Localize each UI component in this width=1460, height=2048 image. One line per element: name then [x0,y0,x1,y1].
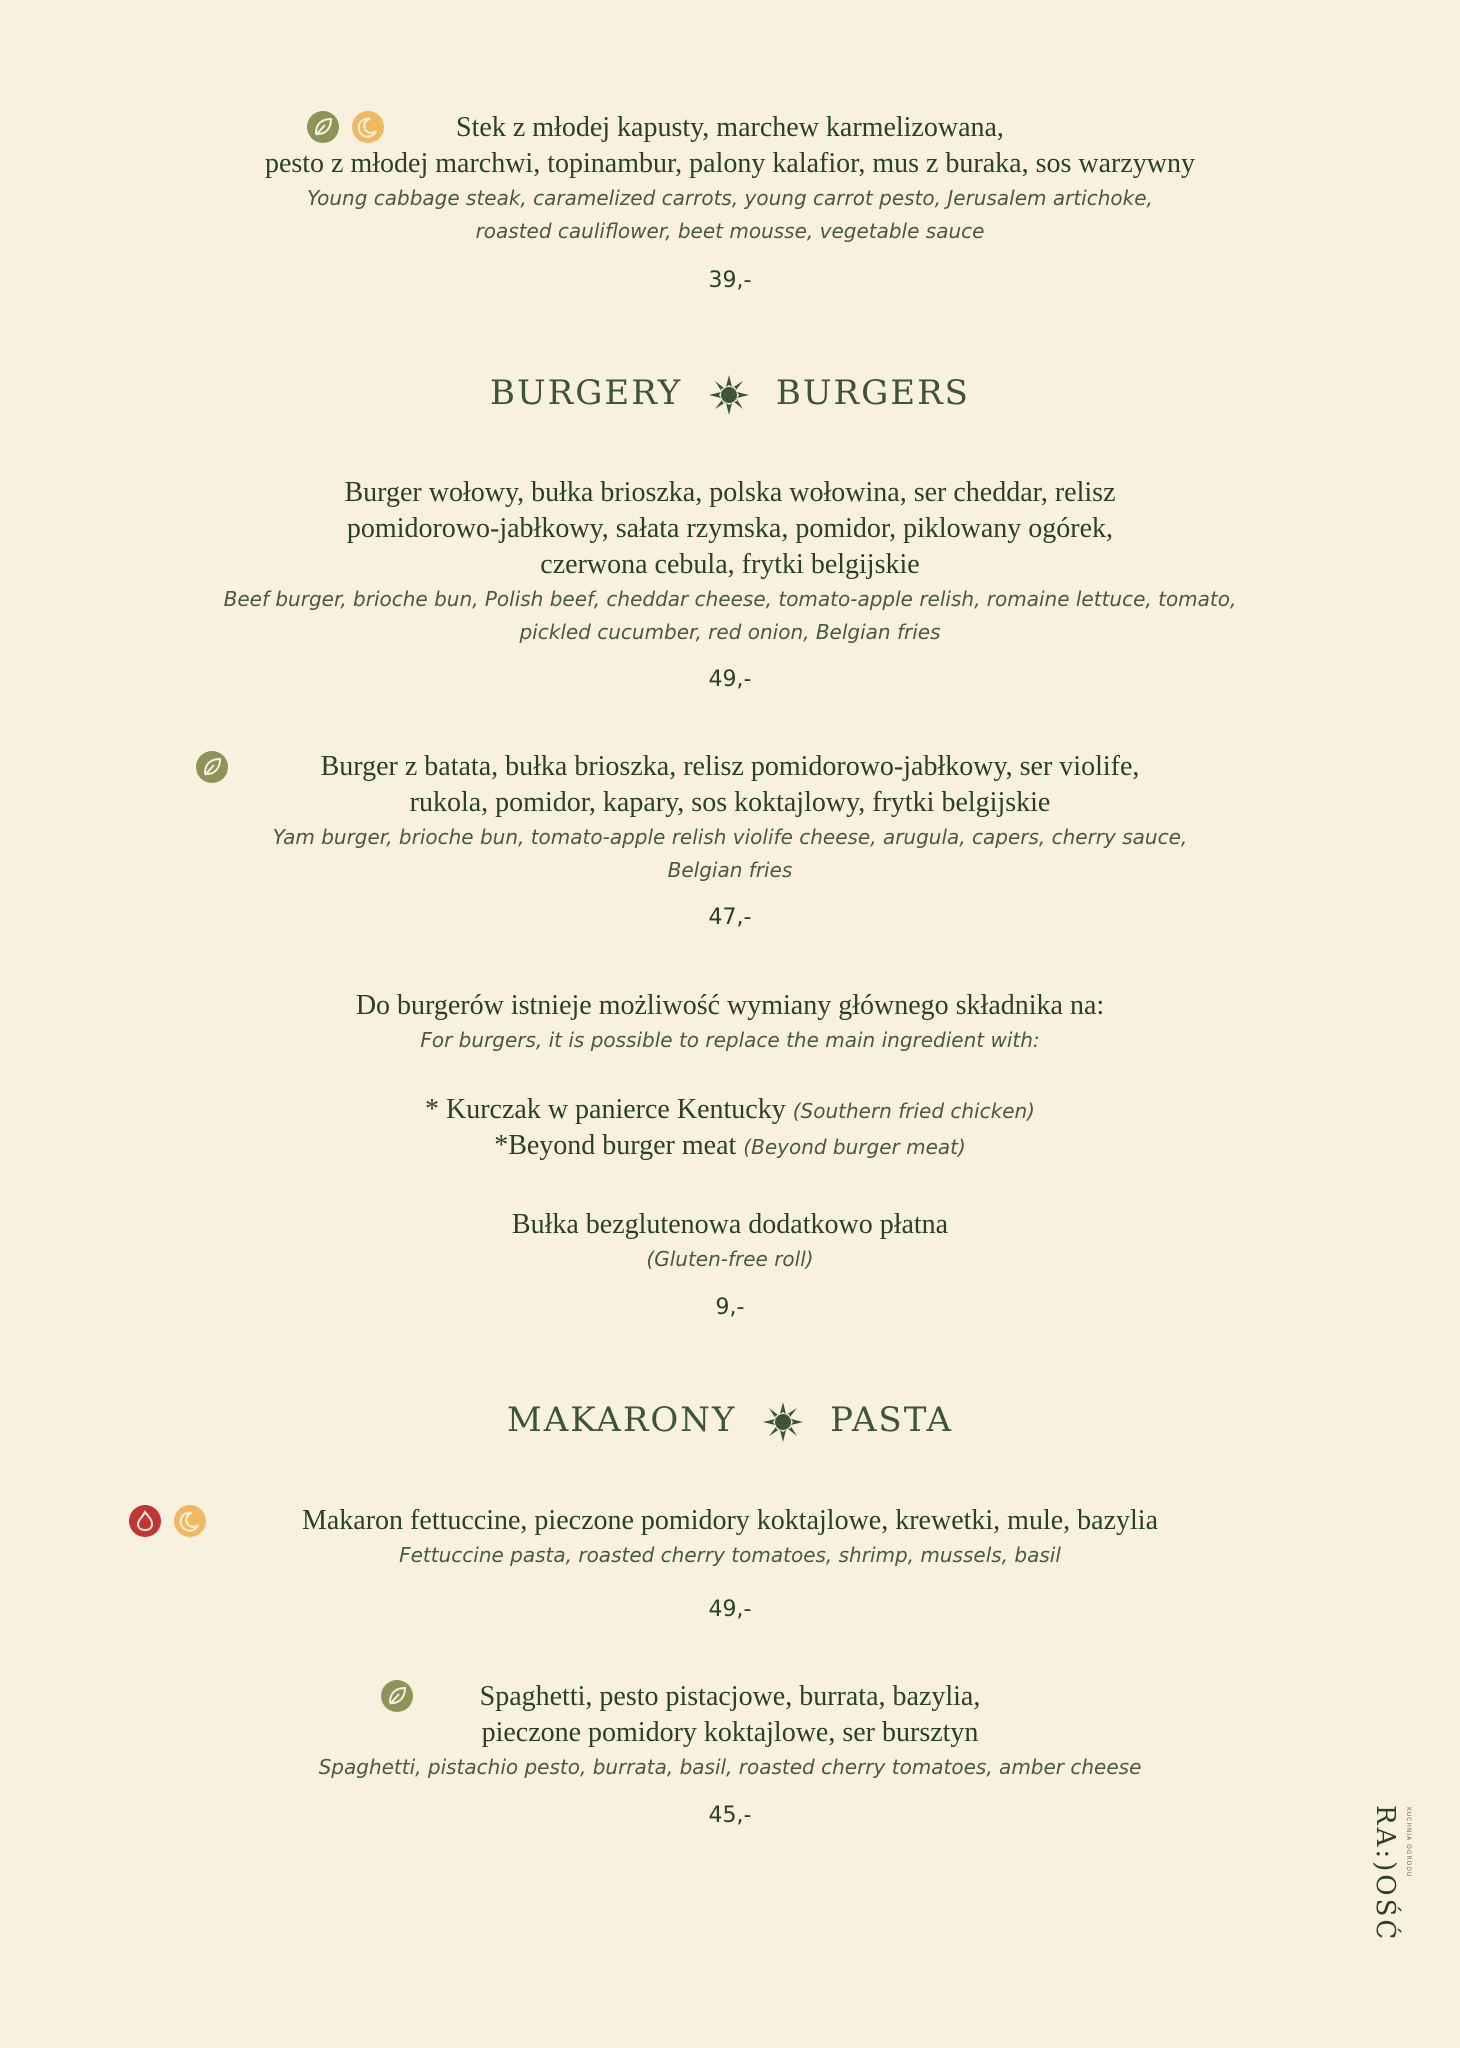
dish-yam-burger [0,749,1460,887]
dish-fettuccine [0,1503,1460,1572]
dish-beef-burger [0,475,1460,649]
dish-name-pl: pieczone pomidory koktajlowe, ser bursztyn [481,1717,979,1748]
dish-price: 39,- [708,268,752,293]
dish-name-en: Spaghetti, pistachio pesto, burrata, basil, roasted cherry tomatoes, amber cheese [318,1755,1142,1779]
dish-name-pl: Burger z batata, bułka brioszka, relisz pomidorowo-jabłkowy, ser violife, [320,751,1140,782]
section-title-pl: MAKARONY [506,1400,737,1440]
dish-name-en: roasted cauliflower, beet mousse, vegetable sauce [475,219,985,243]
burger-option-list [0,1092,1460,1164]
dish-spaghetti [0,1679,1460,1784]
dish-name-en: Yam burger, brioche bun, tomato-apple relish violife cheese, arugula, capers, cherry sauce, [272,825,1188,849]
options-intro-pl: Do burgerów istnieje możliwość wymiany głównego składnika na: [355,990,1105,1021]
dish-name-en: pickled cucumber, red onion, Belgian fries [519,620,941,644]
sun-ornament-icon [761,1400,805,1444]
dish-name-pl: czerwona cebula, frytki belgijskie [540,549,920,580]
dish-name-pl: pomidorowo-jabłkowy, sałata rzymska, pomidor, piklowany ogórek, [346,513,1114,544]
dish-cabbage-steak [0,110,1460,248]
section-title-en: PASTA [830,1400,954,1440]
gluten-free-option [0,1207,1460,1276]
gluten-free-pl: Bułka bezglutenowa dodatkowo płatna [511,1209,949,1240]
gluten-free-en: (Gluten-free roll) [646,1247,814,1271]
option-chicken-en: (Southern fried chicken) [792,1099,1035,1123]
dish-name-pl: Makaron fettuccine, pieczone pomidory koktajlowe, krewetki, mule, bazylia [301,1505,1159,1536]
options-intro-en: For burgers, it is possible to replace the main ingredient with: [420,1028,1040,1052]
dish-price: 47,- [708,905,752,930]
sun-ornament-icon [707,373,751,417]
dish-name-pl: Stek z młodej kapusty, marchew karmelizowana, [456,112,1004,143]
gluten-free-price: 9,- [715,1295,745,1320]
option-beyond [0,1128,1460,1164]
option-chicken [0,1092,1460,1128]
dish-name-en: Belgian fries [667,858,793,882]
brand-name: RA:)OŚĆ [1370,1805,1400,1943]
dish-name-en: Young cabbage steak, caramelized carrots, young carrot pesto, Jerusalem artichoke, [307,186,1153,210]
dish-price: 49,- [708,1597,752,1622]
brand-logo [1360,1805,1420,1955]
dish-name-pl: Spaghetti, pesto pistacjowe, burrata, bazylia, [479,1681,981,1712]
section-title-en: BURGERS [775,373,970,413]
option-beyond-pl: *Beyond burger meat [494,1130,737,1161]
dish-name-en: Fettuccine pasta, roasted cherry tomatoes, shrimp, mussels, basil [399,1543,1061,1567]
brand-subtitle: KUCHNIA OGRODU [1405,1807,1412,1878]
section-heading-burgers [0,373,1460,417]
dish-name-en: Beef burger, brioche bun, Polish beef, cheddar cheese, tomato-apple relish, romaine lettuce, tomato, [223,587,1237,611]
dish-price: 49,- [708,667,752,692]
option-beyond-en: (Beyond burger meat) [743,1135,966,1159]
option-chicken-pl: * Kurczak w panierce Kentucky [425,1094,786,1125]
dish-price: 45,- [708,1803,752,1828]
section-heading-pasta [0,1400,1460,1444]
dish-name-pl: Burger wołowy, bułka brioszka, polska wołowina, ser cheddar, relisz [344,477,1116,508]
section-title-pl: BURGERY [490,373,683,413]
dish-name-pl: rukola, pomidor, kapary, sos koktajlowy, frytki belgijskie [409,787,1051,818]
dish-name-pl: pesto z młodej marchwi, topinambur, palony kalafior, mus z buraka, sos warzywny [264,148,1196,179]
burger-options [0,988,1460,1057]
